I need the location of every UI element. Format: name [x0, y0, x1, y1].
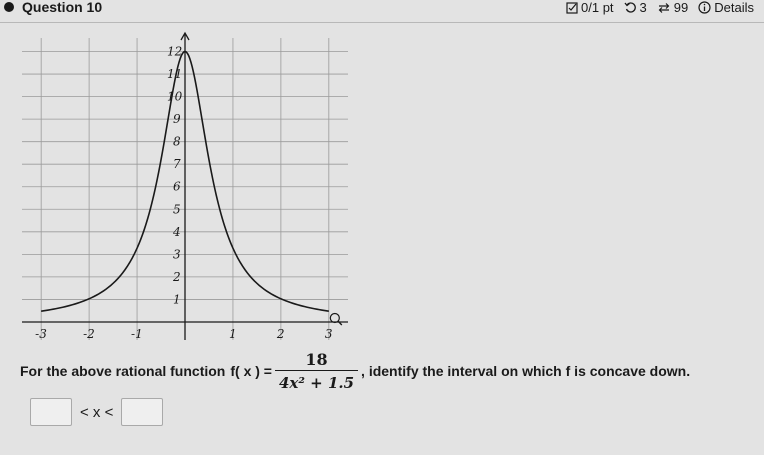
x-tick-label: -3	[35, 326, 47, 341]
retries-label: 99	[673, 0, 689, 15]
question-header	[0, 0, 764, 18]
retries-info	[657, 0, 688, 15]
question-status-dot	[4, 2, 14, 12]
y-tick-label: 8	[173, 134, 181, 149]
y-tick-label: 4	[173, 224, 181, 239]
question-prefix: For the above rational function	[20, 363, 226, 379]
question-suffix: , identify the interval on which f is concave down.	[361, 363, 691, 379]
header-divider	[0, 22, 764, 23]
details-label: Details	[714, 0, 754, 15]
fraction-denominator: 4x² + 1.5	[275, 370, 358, 393]
y-tick-label: 1	[173, 292, 181, 307]
question-title: Question 10	[22, 0, 103, 15]
upper-bound-input[interactable]	[121, 398, 163, 426]
fraction-numerator: 18	[305, 349, 328, 369]
question-text	[20, 346, 690, 396]
function-fraction	[275, 350, 358, 393]
attempts-info	[624, 0, 647, 15]
x-tick-label: -1	[131, 326, 143, 341]
inequality-label: < x <	[80, 403, 114, 421]
checkbox-icon	[566, 2, 578, 14]
y-tick-label: 5	[173, 202, 181, 217]
y-tick-label: 6	[173, 179, 181, 194]
points-label: 0/1 pt	[581, 0, 614, 15]
answer-row	[30, 398, 163, 426]
details-button[interactable]	[698, 0, 754, 15]
y-tick-label: 12	[167, 44, 183, 59]
lower-bound-input[interactable]	[30, 398, 72, 426]
points-info	[566, 0, 614, 15]
x-tick-label: 1	[228, 326, 237, 341]
function-graph	[0, 30, 360, 360]
x-tick-label: -2	[83, 326, 95, 341]
y-tick-label: 9	[173, 112, 181, 127]
retry-icon	[657, 1, 671, 14]
x-tick-label: 3	[324, 326, 333, 341]
y-tick-label: 11	[167, 67, 183, 82]
undo-icon	[624, 1, 637, 14]
y-tick-label: 7	[173, 157, 181, 172]
y-tick-label: 3	[173, 247, 181, 262]
function-label: f( x ) =	[230, 363, 272, 379]
y-tick-label: 10	[167, 89, 183, 104]
attempts-label: 3	[639, 0, 647, 15]
x-tick-label: 2	[276, 326, 285, 341]
info-icon	[698, 1, 711, 14]
y-tick-label: 2	[173, 269, 181, 284]
zoom-icon	[330, 313, 339, 322]
question-meta	[556, 0, 754, 15]
